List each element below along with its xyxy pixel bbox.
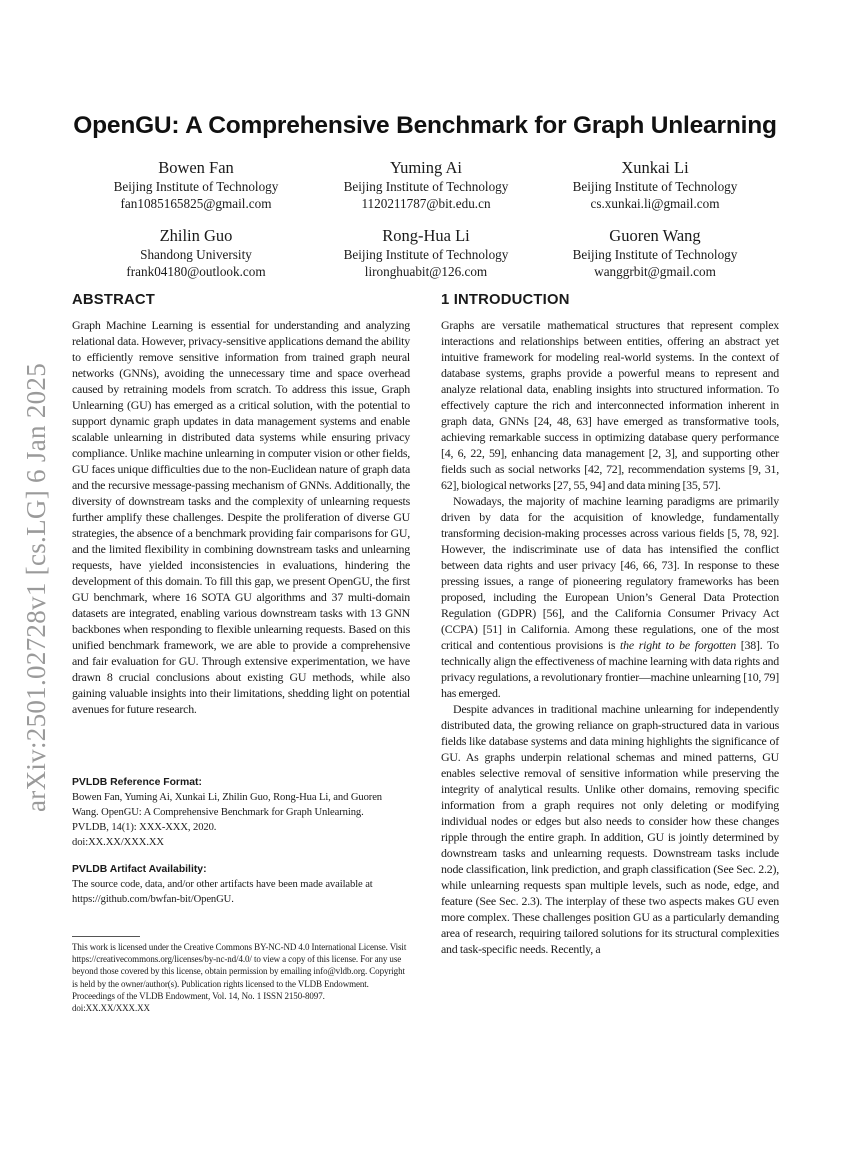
author-block (66, 226, 326, 280)
author-name: Rong-Hua Li (382, 226, 470, 245)
reference-format (72, 775, 410, 850)
footnote-doi: doi:XX.XX/XXX.XX (72, 1003, 150, 1014)
reference-format-citation: Bowen Fan, Yuming Ai, Xunkai Li, Zhilin Guo, Rong-Hua Li, and Guoren Wang. OpenGU: A Comprehensive Benchmark for Graph Unlearning. (72, 792, 382, 818)
artifact-text[interactable]: The source code, data, and/or other artifacts have been made available at https://github.com/bwfan-bit/OpenGU. (72, 879, 373, 905)
intro-paragraph-3: Despite advances in traditional machine unlearning for independently distributed data, the growing reliance on graph-structured data in various fields like database systems and data mining highlights the significance of GU. As graphs underpin relational schemas and mined patterns, GU enables selective removal of sensitive information while preserving the integrity of analytical results. Unlike other domains, removing specific information from a graph requires not only deleting or modifying individual nodes or edges but also needs to consider how these changes ripple through the entire graph. In addition, GU is jointly determined by downstream tasks and unlearning requests. Downstream tasks include node classification, link prediction, and graph classification (See Sec. 2.2), while unlearning requests span multiple levels, such as node, edge, and feature (See Sec. 2.3). The interplay of these two aspects makes GU even more complex. These challenges position GU as a particularly demanding area of research, requiring tailored solutions for its structural complexities and task-specific needs. Recently, a (441, 702, 779, 956)
license-footnote (72, 941, 410, 1014)
author-affiliation: Beijing Institute of Technology (572, 247, 738, 262)
author-affiliation: Beijing Institute of Technology (113, 179, 279, 194)
intro-paragraph-2 (441, 493, 779, 701)
artifact-heading: PVLDB Artifact Availability: (72, 864, 207, 875)
author-name: Xunkai Li (621, 158, 689, 177)
reference-format-heading: PVLDB Reference Format: (72, 777, 202, 788)
introduction-section (441, 291, 779, 957)
intro-paragraph-2-cont: [38]. To technically align the effectiveness of machine learning with data rights and privacy regulations, a revolutionary frontier—machine unlearning [10, 79] has emerged. (441, 638, 779, 700)
author-affiliation: Beijing Institute of Technology (572, 179, 738, 194)
proceedings-text: Proceedings of the VLDB Endowment, Vol. 14, No. 1 ISSN 2150-8097. (72, 990, 325, 1001)
abstract-section (72, 291, 410, 717)
author-affiliation: Shandong University (140, 247, 252, 262)
footnote-rule (72, 936, 140, 937)
author-name: Bowen Fan (158, 158, 234, 177)
introduction-heading: 1 INTRODUCTION (441, 292, 570, 308)
paper-title: OpenGU: A Comprehensive Benchmark for Graph Unlearning (73, 112, 777, 139)
author-affiliation: Beijing Institute of Technology (343, 179, 509, 194)
abstract-heading: ABSTRACT (72, 292, 155, 308)
author-email[interactable]: 1120211787@bit.edu.cn (361, 196, 491, 211)
arxiv-stamp[interactable]: arXiv:2501.02728v1 [cs.LG] 6 Jan 2025 (21, 362, 51, 812)
author-name: Zhilin Guo (159, 226, 233, 245)
author-email[interactable]: cs.xunkai.li@gmail.com (590, 196, 720, 211)
artifact-availability (72, 862, 410, 907)
author-email[interactable]: frank04180@outlook.com (126, 264, 266, 279)
author-email[interactable]: wanggrbit@gmail.com (594, 264, 716, 279)
intro-paragraph-1: Graphs are versatile mathematical structures that represent complex interactions and relationships between entities, offering an abstract yet intuitive framework for modeling real-world systems. In the context of database systems, graphs provide a powerful means to represent and analyze relational data, enabling insights into structured information. To effectively capture the rich and interconnected information inherent in graph data, GNNs [24, 48, 63] have emerged as transformative tools, achieving remarkable success in optimizing database query performance [4, 6, 22, 59], enhancing data management [2, 3], and supporting other fields such as social networks [42, 72], recommendation systems [9, 31, 62], biological networks [27, 55, 94] and data mining [35, 57]. (441, 318, 779, 492)
intro-paragraph-2-text: Nowadays, the majority of machine learning paradigms are primarily driven by data for the acquisition of knowledge, fundamentally transforming decision-making processes across various fields [5, 78, 92]. However, the indiscriminate use of data has intensified the conflict between data rights and user privacy [46, 66, 73]. In response to these pressing issues, a range of pioneering regulatory frameworks has been proposed, including the European Union’s General Data Protection Regulation (GDPR) [56], and the California Consumer Privacy Act (CCPA) [51] in California. Among these regulations, one of the most critical and contentious provisions is (441, 494, 779, 652)
author-name: Yuming Ai (390, 158, 462, 177)
author-block (296, 226, 556, 280)
reference-format-volume: PVLDB, 14(1): XXX-XXX, 2020. (72, 822, 217, 833)
author-block (296, 158, 556, 212)
license-text: This work is licensed under the Creative Commons BY-NC-ND 4.0 International License. Visit https://creativecommons.org/licenses/by-nc-nd/4.0/ to view a copy of this license. For any use beyond those covered by this license, obtain permission by emailing info@vldb.org. Copyright is held by the owner/author(s). Publication rights licensed to the VLDB Endowment. (72, 942, 407, 989)
author-affiliation: Beijing Institute of Technology (343, 247, 509, 262)
author-email[interactable]: lironghuabit@126.com (364, 264, 488, 279)
intro-emphasis: the right to be forgotten (620, 638, 736, 652)
author-email[interactable]: fan1085165825@gmail.com (120, 196, 272, 211)
abstract-text: Graph Machine Learning is essential for understanding and analyzing relational data. However, privacy-sensitive applications demand the ability to efficiently remove sensitive information from trained graph neural networks (GNNs), avoiding the unnecessary time and space overhead caused by retraining models from scratch. To address this issue, Graph Unlearning (GU) has emerged as a critical solution, with the potential to support dynamic graph updates in data management systems and enable scalable unlearning in distributed data systems while ensuring privacy compliance. Unlike machine unlearning in computer vision or other fields, GU faces unique difficulties due to the non-Euclidean nature of graph data and the recursive message-passing mechanism of GNNs. Additionally, the diversity of downstream tasks and the complexity of unlearning requests further amplify these challenges. Despite the proliferation of diverse GU strategies, the absence of a benchmark providing fair comparisons for GU, and the limited flexibility in combining downstream tasks and unlearning requests, have yielded inconsistencies in evaluations, hindering the development of this domain. To fill this gap, we present OpenGU, the first GU benchmark, where 16 SOTA GU algorithms and 37 multi-domain datasets are integrated, enabling various downstream tasks with 13 GNN backbones when responding to flexible unlearning requests. Based on this unified benchmark framework, we are able to provide a comprehensive and fair evaluation for GU. Through extensive experimentation, we have drawn 8 crucial conclusions about existing GU methods, while also gaining valuable insights into their limitations, shedding light on potential avenues for future research. (72, 318, 410, 716)
author-block (66, 158, 326, 212)
author-block (525, 158, 785, 212)
author-name: Guoren Wang (609, 226, 701, 245)
reference-format-doi: doi:XX.XX/XXX.XX (72, 837, 164, 848)
author-block (525, 226, 785, 280)
